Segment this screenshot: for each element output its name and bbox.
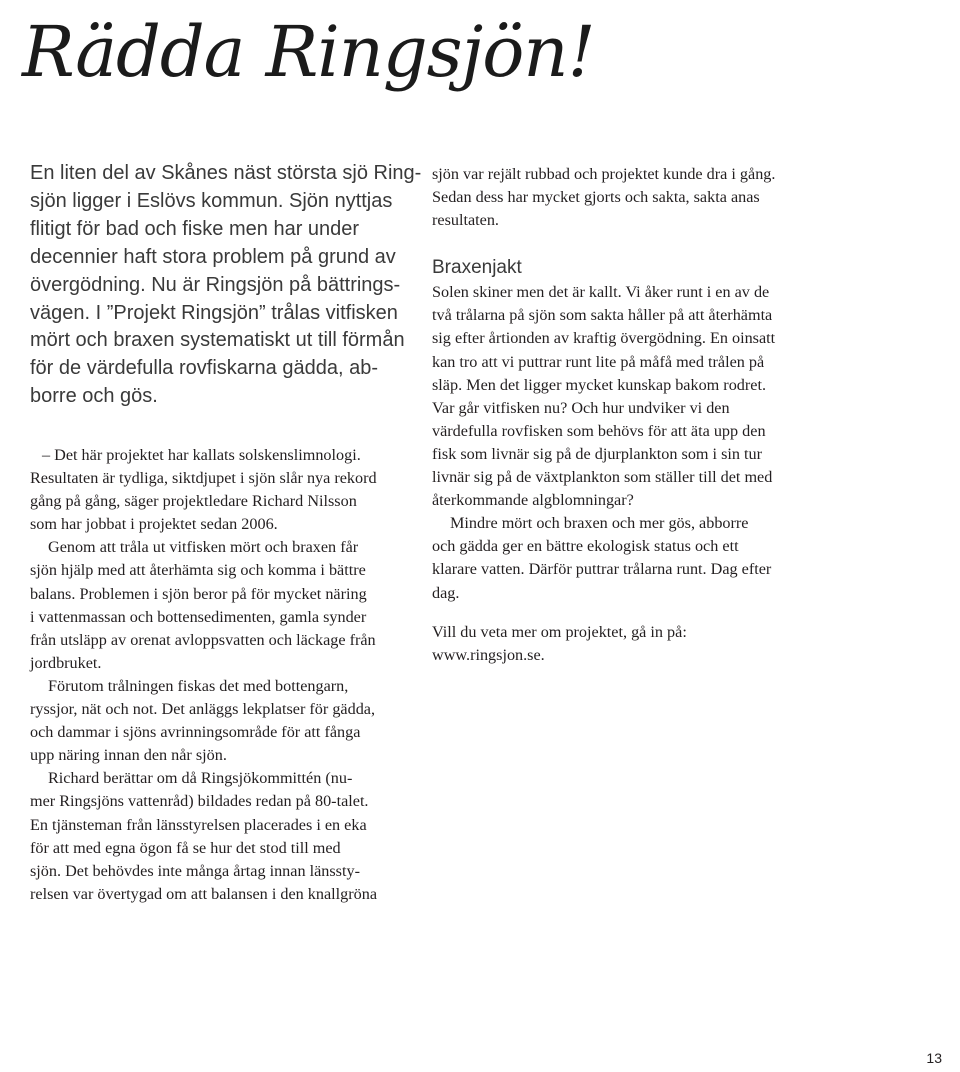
body-line: Resultaten är tydliga, siktdjupet i sjön slår nya rekord bbox=[30, 469, 377, 488]
body-line: mer Ringsjöns vattenråd) bildades redan på 80-talet. bbox=[30, 792, 369, 811]
body-line: En tjänsteman från länsstyrelsen placerades i en eka bbox=[30, 815, 367, 834]
intro-line: flitigt för bad och fiske men har under bbox=[30, 217, 360, 240]
paragraph-more-info bbox=[432, 621, 852, 667]
body-line: Var går vitfisken nu? Och hur undviker vi den bbox=[432, 398, 730, 417]
body-line: som har jobbat i projektet sedan 2006. bbox=[30, 515, 278, 534]
intro-line: vägen. I ”Projekt Ringsjön” trålas vitfisken bbox=[30, 301, 398, 324]
body-line: Richard berättar om då Ringsjökommittén (nu- bbox=[48, 769, 353, 788]
body-column-right bbox=[432, 163, 852, 667]
body-line: gång på gång, säger projektledare Richard Nilsson bbox=[30, 492, 357, 511]
body-line: värdefulla rovfisken som behövs för att äta upp den bbox=[432, 421, 766, 440]
body-line: klarare vatten. Därför puttrar trålarna runt. Dag efter bbox=[432, 560, 772, 579]
body-line: släp. Men det ligger mycket kunskap bakom rodret. bbox=[432, 375, 767, 394]
paragraph-continuation bbox=[432, 163, 852, 232]
intro-line: decennier haft stora problem på grund av bbox=[30, 245, 396, 268]
intro-line: sjön ligger i Eslövs kommun. Sjön nyttjas bbox=[30, 189, 393, 212]
body-line: balans. Problemen i sjön beror på för mycket näring bbox=[30, 584, 367, 603]
body-line: sig efter årtionden av kraftig övergödning. En oinsatt bbox=[432, 329, 776, 348]
paragraph-fishing-methods bbox=[30, 675, 410, 767]
spacer bbox=[432, 605, 852, 621]
spacer bbox=[432, 232, 852, 255]
intro-paragraph bbox=[30, 160, 430, 411]
body-line: för att med egna ögon få se hur det stod till med bbox=[30, 838, 341, 857]
paragraph-quote bbox=[30, 444, 410, 536]
body-line: relsen var övertygad om att balansen i den knallgröna bbox=[30, 884, 378, 903]
body-line: Vill du veta mer om projektet, gå in på: bbox=[432, 622, 687, 641]
body-line: Genom att tråla ut vitfisken mört och braxen får bbox=[48, 538, 359, 557]
body-column-left bbox=[30, 444, 410, 906]
body-line: sjön. Det behövdes inte många årtag innan länssty- bbox=[30, 861, 360, 880]
body-line: livnär sig på de växtplankton som ställer till det med bbox=[432, 468, 773, 487]
body-line: – Det här projektet har kallats solskenslimnologi. bbox=[42, 446, 361, 464]
paragraph-outcome bbox=[432, 512, 852, 604]
body-line: två trålarna på sjön som sakta håller på att återhämta bbox=[432, 306, 773, 325]
body-line: jordbruket. bbox=[30, 653, 102, 672]
website-link[interactable]: www.ringsjon.se. bbox=[432, 645, 545, 664]
intro-line: borre och gös. bbox=[30, 385, 158, 408]
body-line: och gädda ger en bättre ekologisk status och ett bbox=[432, 537, 739, 556]
body-line: sjön hjälp med att återhämta sig och komma i bättre bbox=[30, 561, 366, 580]
paragraph-trawling bbox=[30, 536, 410, 675]
subheading: Braxenjakt bbox=[432, 257, 522, 279]
body-line: upp näring innan den når sjön. bbox=[30, 746, 227, 765]
article-title: Rädda Ringsjön! bbox=[22, 11, 595, 93]
body-line: Sedan dess har mycket gjorts och sakta, sakta anas bbox=[432, 188, 760, 207]
intro-line: En liten del av Skånes näst största sjö Ring- bbox=[30, 162, 422, 184]
body-line: och dammar i sjöns avrinningsområde för att fånga bbox=[30, 723, 361, 742]
intro-line: mört och braxen systematiskt ut till förmån bbox=[30, 329, 405, 352]
body-line: dag. bbox=[432, 583, 460, 602]
body-line: Solen skiner men det är kallt. Vi åker runt i en av de bbox=[432, 283, 770, 302]
intro-line: övergödning. Nu är Ringsjön på bättrings- bbox=[30, 273, 401, 296]
intro-line: för de värdefulla rovfiskarna gädda, ab- bbox=[30, 357, 378, 380]
body-line: från utsläpp av orenat avloppsvatten och läckage från bbox=[30, 630, 376, 649]
body-line: återkommande algblomningar? bbox=[432, 491, 634, 510]
body-line: ryssjor, nät och not. Det anläggs lekplatser för gädda, bbox=[30, 700, 376, 719]
body-line: resultaten. bbox=[432, 211, 499, 230]
body-line: Mindre mört och braxen och mer gös, abborre bbox=[450, 514, 749, 533]
paragraph-history bbox=[30, 767, 410, 906]
body-line: sjön var rejält rubbad och projektet kunde dra i gång. bbox=[432, 165, 776, 183]
page-number: 13 bbox=[926, 1050, 942, 1066]
body-line: Förutom trålningen fiskas det med bottengarn, bbox=[48, 676, 349, 695]
body-line: fisk som livnär sig på de djurplankton som i sin tur bbox=[432, 444, 763, 463]
body-line: i vattenmassan och bottensedimenten, gamla synder bbox=[30, 607, 367, 626]
body-line: kan tro att vi puttrar runt lite på måfå med trålen på bbox=[432, 352, 765, 371]
paragraph-boat-trip bbox=[432, 281, 852, 512]
